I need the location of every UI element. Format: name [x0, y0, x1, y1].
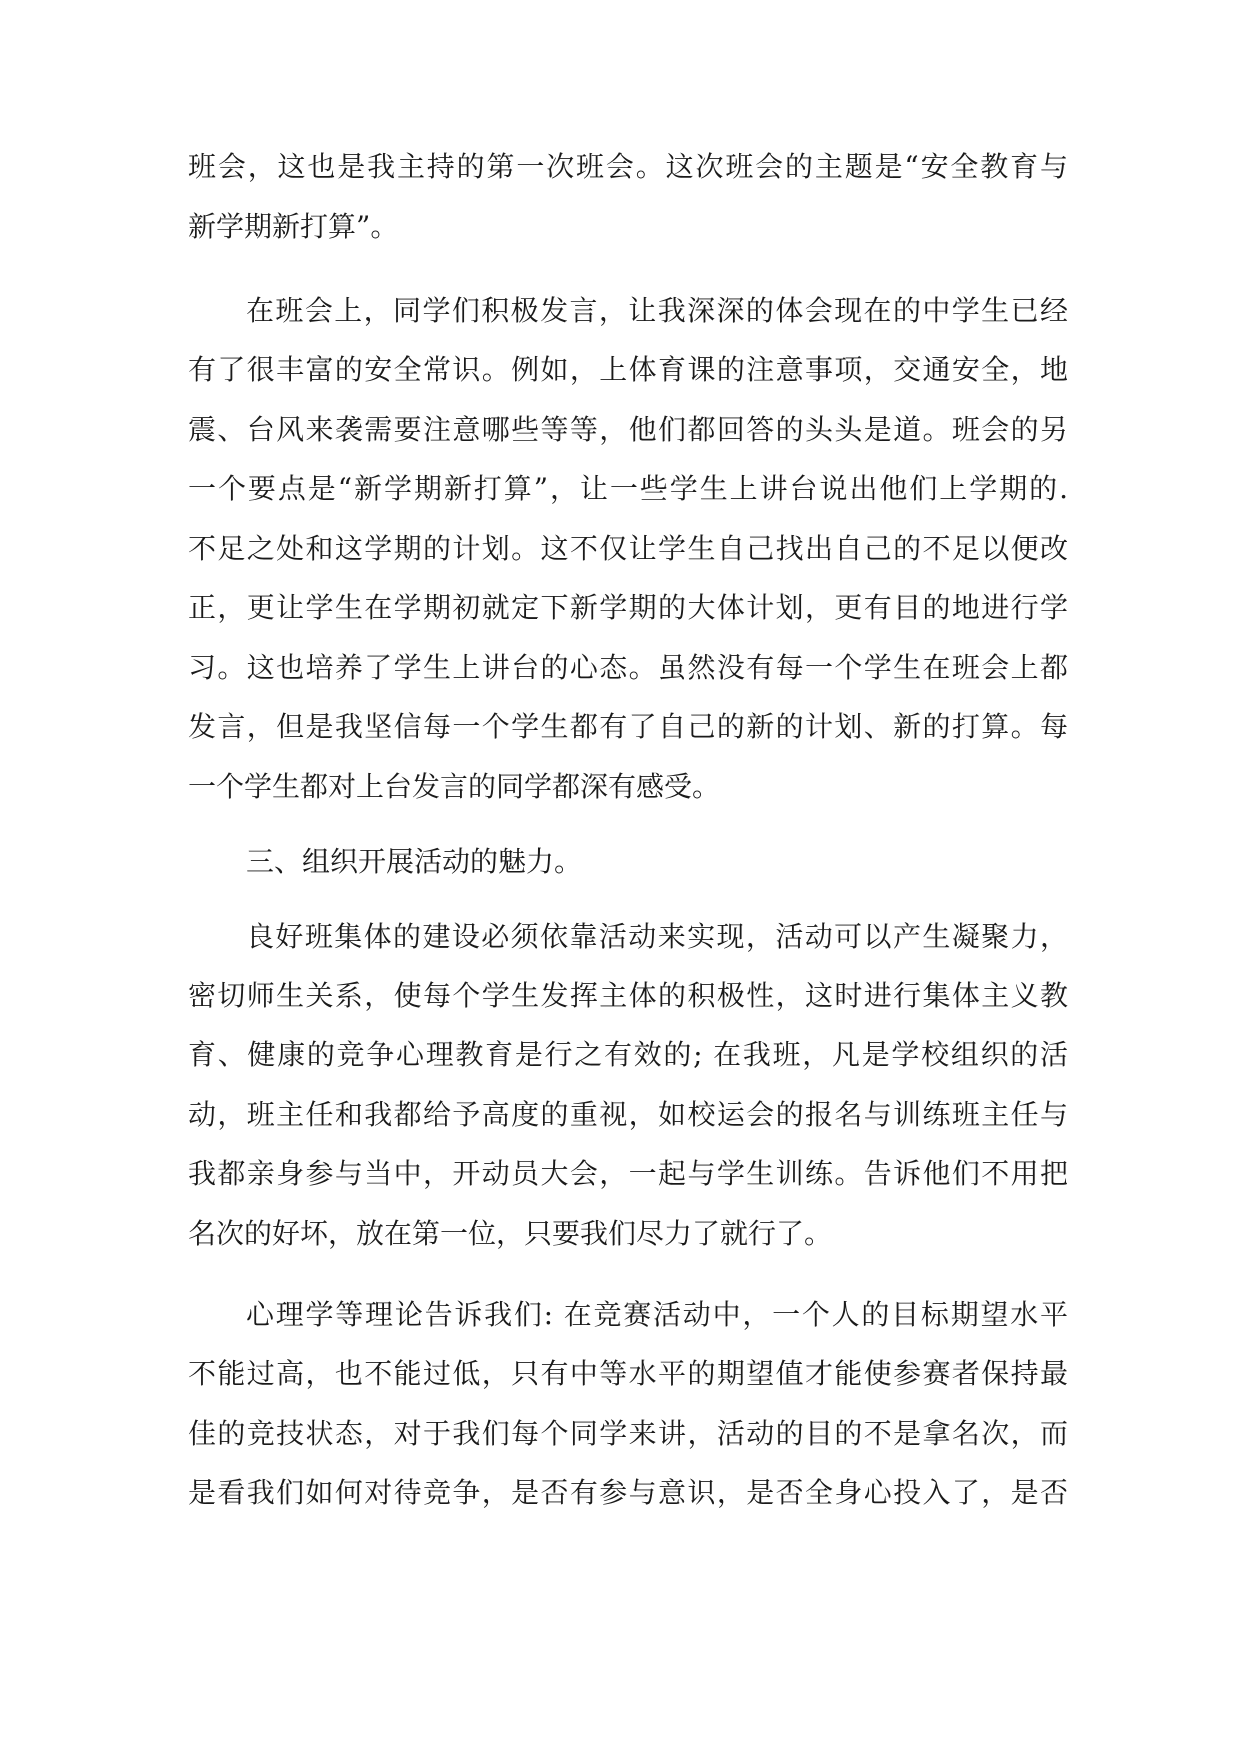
text-line: 育、健康的竞争心理教育是行之有效的; 在我班，凡是学校组织的活	[188, 1038, 1068, 1071]
text-line: 动，班主任和我都给予高度的重视，如校运会的报名与训练班主任与	[188, 1098, 1068, 1131]
text-line: 一个要点是“新学期新打算”，让一些学生上讲台说出他们上学期的.	[188, 472, 1068, 505]
text-line: 佳的竞技状态，对于我们每个同学来讲，活动的目的不是拿名次，而	[188, 1417, 1068, 1450]
text-line: 心理学等理论告诉我们: 在竞赛活动中，一个人的目标期望水平	[246, 1298, 1068, 1331]
text-line: 良好班集体的建设必须依靠活动来实现，活动可以产生凝聚力，	[246, 920, 1068, 953]
text-line: 在班会上，同学们积极发言，让我深深的体会现在的中学生已经	[246, 294, 1068, 327]
text-line: 一个学生都对上台发言的同学都深有感受。	[188, 770, 721, 803]
text-line: 发言，但是我坚信每一个学生都有了自己的新的计划、新的打算。每	[188, 710, 1068, 743]
text-line: 是看我们如何对待竞争，是否有参与意识，是否全身心投入了，是否	[188, 1476, 1068, 1509]
text-line: 我都亲身参与当中，开动员大会，一起与学生训练。告诉他们不用把	[188, 1157, 1068, 1190]
text-line: 习。这也培养了学生上讲台的心态。虽然没有每一个学生在班会上都	[188, 651, 1068, 684]
text-line: 有了很丰富的安全常识。例如，上体育课的注意事项，交通安全，地	[188, 353, 1068, 386]
text-line: 班会，这也是我主持的第一次班会。这次班会的主题是“安全教育与	[188, 150, 1068, 183]
section-heading: 三、组织开展活动的魅力。	[246, 845, 583, 878]
text-line: 密切师生关系，使每个学生发挥主体的积极性，这时进行集体主义教	[188, 979, 1068, 1012]
text-line: 新学期新打算”。	[188, 210, 399, 243]
text-line: 名次的好坏，放在第一位，只要我们尽力了就行了。	[188, 1217, 833, 1250]
text-line: 不能过高，也不能过低，只有中等水平的期望值才能使参赛者保持最	[188, 1357, 1068, 1390]
text-line: 正，更让学生在学期初就定下新学期的大体计划，更有目的地进行学	[188, 591, 1068, 624]
text-line: 震、台风来袭需要注意哪些等等，他们都回答的头头是道。班会的另	[188, 413, 1068, 446]
text-line: 不足之处和这学期的计划。这不仅让学生自己找出自己的不足以便改	[188, 532, 1068, 565]
